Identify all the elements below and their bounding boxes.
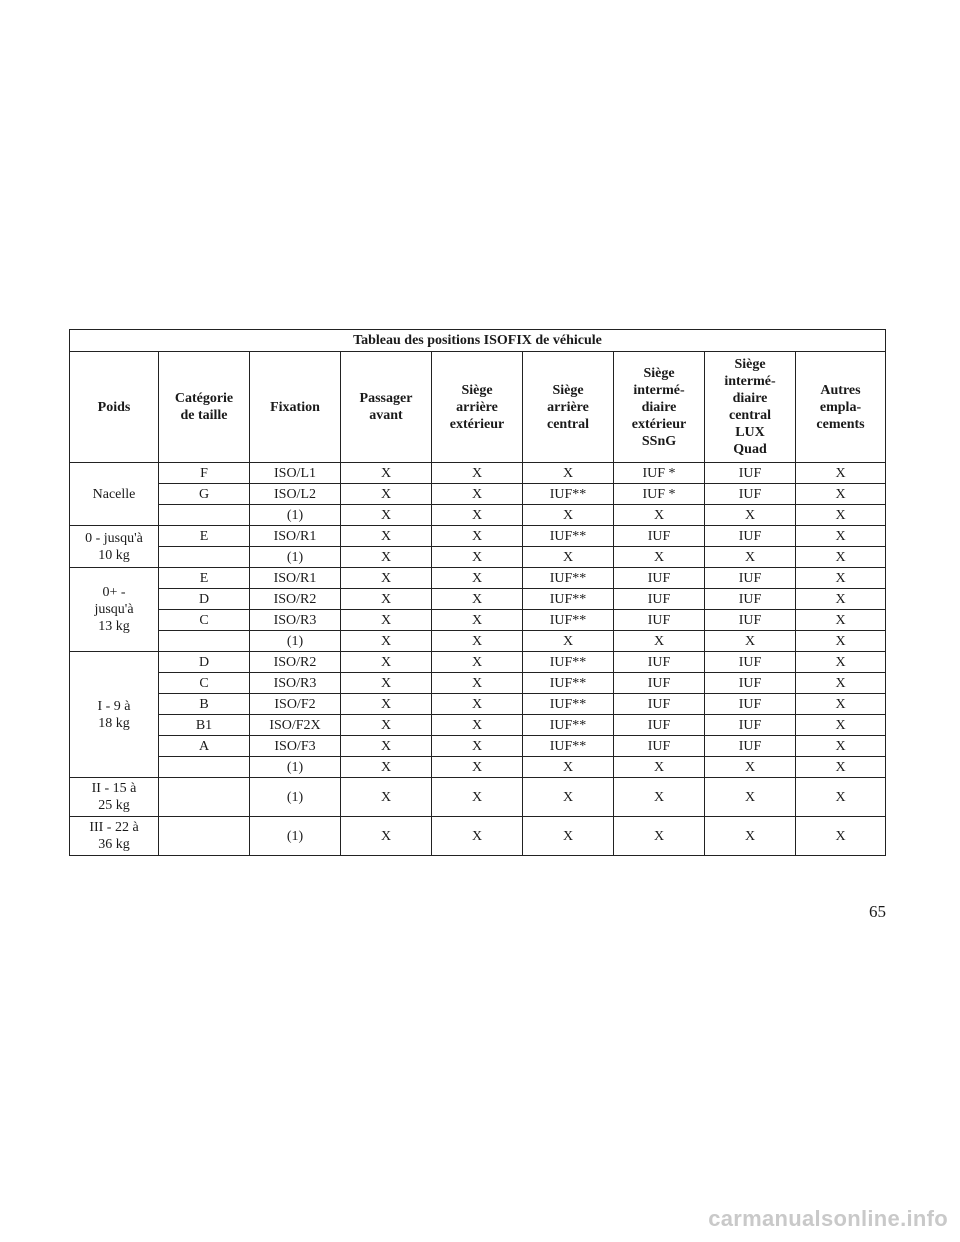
table-cell: X <box>341 631 432 652</box>
table-cell: X <box>796 694 886 715</box>
table-cell: B1 <box>159 715 250 736</box>
table-cell: X <box>796 568 886 589</box>
table-cell: X <box>523 817 614 856</box>
table-cell: X <box>341 736 432 757</box>
table-cell: IUF <box>614 568 705 589</box>
table-cell: X <box>796 778 886 817</box>
table-cell: IUF <box>614 694 705 715</box>
table-row <box>70 484 886 505</box>
table-cell: X <box>341 757 432 778</box>
column-header: Siège intermé- diaire central LUX Quad <box>705 352 796 463</box>
table-row <box>70 757 886 778</box>
table-cell: ISO/R1 <box>250 526 341 547</box>
table-cell: X <box>341 817 432 856</box>
table-cell: X <box>432 817 523 856</box>
table-cell: (1) <box>250 757 341 778</box>
table-cell: E <box>159 526 250 547</box>
table-cell: IUF** <box>523 715 614 736</box>
table-cell: X <box>705 631 796 652</box>
table-cell: IUF <box>705 568 796 589</box>
table-cell: X <box>796 589 886 610</box>
table-body <box>70 463 886 856</box>
table-cell: IUF <box>705 694 796 715</box>
table-cell: X <box>341 526 432 547</box>
table-cell: IUF** <box>523 589 614 610</box>
table-cell: C <box>159 610 250 631</box>
table-cell: X <box>432 652 523 673</box>
table-cell: X <box>432 547 523 568</box>
table-cell: (1) <box>250 778 341 817</box>
table-cell: IUF** <box>523 652 614 673</box>
table-cell: X <box>432 505 523 526</box>
table-cell: G <box>159 484 250 505</box>
table-cell: (1) <box>250 817 341 856</box>
table-row <box>70 505 886 526</box>
table-cell: X <box>341 715 432 736</box>
table-row <box>70 694 886 715</box>
table-cell: X <box>614 631 705 652</box>
table-row <box>70 736 886 757</box>
table-cell <box>159 778 250 817</box>
table-cell: ISO/R3 <box>250 610 341 631</box>
table-cell: IUF <box>705 715 796 736</box>
table-cell: ISO/F2 <box>250 694 341 715</box>
table-row <box>70 817 886 856</box>
table-row <box>70 652 886 673</box>
table-cell: IUF** <box>523 484 614 505</box>
column-header: Siège arrière extérieur <box>432 352 523 463</box>
table-cell: IUF** <box>523 568 614 589</box>
table-cell: IUF <box>705 652 796 673</box>
poids-cell: 0 - jusqu'à 10 kg <box>70 526 159 568</box>
column-header: Fixation <box>250 352 341 463</box>
table-cell: IUF <box>705 484 796 505</box>
table-cell: C <box>159 673 250 694</box>
table-row <box>70 610 886 631</box>
table-cell: X <box>705 505 796 526</box>
table-cell: X <box>432 463 523 484</box>
table-cell: IUF** <box>523 610 614 631</box>
table-cell: X <box>341 652 432 673</box>
table-cell: X <box>432 673 523 694</box>
watermark: carmanualsonline.info <box>708 1206 948 1231</box>
table-cell: IUF** <box>523 673 614 694</box>
table-row <box>70 547 886 568</box>
table-cell: X <box>796 736 886 757</box>
table-cell: X <box>614 547 705 568</box>
table-row <box>70 463 886 484</box>
table-cell: ISO/R2 <box>250 589 341 610</box>
table-cell <box>159 547 250 568</box>
table-cell: X <box>523 757 614 778</box>
table-cell: ISO/F2X <box>250 715 341 736</box>
table-cell: IUF <box>614 673 705 694</box>
table-cell: IUF * <box>614 484 705 505</box>
table-cell: B <box>159 694 250 715</box>
table-cell: X <box>432 778 523 817</box>
column-header: Siège intermé- diaire extérieur SSnG <box>614 352 705 463</box>
table-row <box>70 568 886 589</box>
table-row <box>70 778 886 817</box>
table-row <box>70 715 886 736</box>
table-title-row <box>70 330 886 352</box>
table-cell: X <box>432 631 523 652</box>
table-cell: F <box>159 463 250 484</box>
table-cell: ISO/R1 <box>250 568 341 589</box>
column-header: Autres empla- cements <box>796 352 886 463</box>
table-cell: D <box>159 589 250 610</box>
table-cell: (1) <box>250 505 341 526</box>
table-cell: X <box>705 778 796 817</box>
table-cell: ISO/R2 <box>250 652 341 673</box>
table-cell: X <box>341 505 432 526</box>
table-cell: X <box>523 547 614 568</box>
table-cell: X <box>614 778 705 817</box>
table-cell: X <box>705 547 796 568</box>
table-title: Tableau des positions ISOFIX de véhicule <box>70 330 886 352</box>
table-cell: X <box>523 631 614 652</box>
table-cell: X <box>432 610 523 631</box>
table-cell: X <box>341 484 432 505</box>
table-cell: X <box>432 715 523 736</box>
table-cell: X <box>523 778 614 817</box>
table-cell: ISO/L1 <box>250 463 341 484</box>
table-cell: X <box>432 589 523 610</box>
table-cell: X <box>432 568 523 589</box>
table-cell: X <box>432 736 523 757</box>
table-cell: X <box>341 673 432 694</box>
table-cell: X <box>432 526 523 547</box>
table-cell <box>159 817 250 856</box>
poids-cell: 0+ - jusqu'à 13 kg <box>70 568 159 652</box>
table-cell: X <box>796 526 886 547</box>
table-cell: X <box>523 463 614 484</box>
table-cell: IUF <box>705 736 796 757</box>
table-header-row <box>70 352 886 463</box>
table-cell <box>159 631 250 652</box>
table-cell: X <box>341 610 432 631</box>
table-cell: X <box>341 463 432 484</box>
column-header: Catégorie de taille <box>159 352 250 463</box>
poids-cell: II - 15 à 25 kg <box>70 778 159 817</box>
table-cell: IUF** <box>523 736 614 757</box>
table-cell: ISO/R3 <box>250 673 341 694</box>
table-cell: X <box>341 694 432 715</box>
table-cell: X <box>796 484 886 505</box>
table-row <box>70 589 886 610</box>
table-cell: X <box>796 715 886 736</box>
table-cell: IUF <box>614 715 705 736</box>
table-cell: IUF <box>614 736 705 757</box>
page-number: 65 <box>869 902 886 921</box>
table-cell: X <box>432 484 523 505</box>
table-cell: E <box>159 568 250 589</box>
column-header: Poids <box>70 352 159 463</box>
table-cell: X <box>341 589 432 610</box>
table-cell: X <box>341 778 432 817</box>
table-cell: IUF <box>705 589 796 610</box>
table-cell: IUF** <box>523 694 614 715</box>
table-cell: X <box>614 505 705 526</box>
table-cell: IUF <box>705 526 796 547</box>
table-cell: IUF * <box>614 463 705 484</box>
table-row <box>70 631 886 652</box>
table-cell: X <box>341 568 432 589</box>
table-cell <box>159 505 250 526</box>
table-cell: X <box>705 757 796 778</box>
table-cell: IUF <box>705 673 796 694</box>
table-cell: IUF <box>614 589 705 610</box>
table-row <box>70 526 886 547</box>
table-cell: IUF <box>705 610 796 631</box>
table-cell: X <box>796 610 886 631</box>
table-cell: A <box>159 736 250 757</box>
table-cell: ISO/F3 <box>250 736 341 757</box>
table-cell: X <box>796 505 886 526</box>
table-cell: X <box>796 652 886 673</box>
table-cell: X <box>796 673 886 694</box>
table-cell: X <box>432 694 523 715</box>
table-cell: X <box>523 505 614 526</box>
table-cell: X <box>796 817 886 856</box>
table-cell: IUF** <box>523 526 614 547</box>
table-cell: IUF <box>614 526 705 547</box>
table-cell: ISO/L2 <box>250 484 341 505</box>
table-cell: X <box>614 817 705 856</box>
table-cell: X <box>796 463 886 484</box>
table-cell: X <box>705 817 796 856</box>
table-cell: X <box>796 631 886 652</box>
table-cell: X <box>432 757 523 778</box>
table-cell: IUF <box>614 610 705 631</box>
table-cell: (1) <box>250 547 341 568</box>
poids-cell: I - 9 à 18 kg <box>70 652 159 778</box>
column-header: Passager avant <box>341 352 432 463</box>
table-cell: X <box>796 757 886 778</box>
table-cell: IUF <box>705 463 796 484</box>
table-cell: X <box>796 547 886 568</box>
table-cell: X <box>614 757 705 778</box>
table-row <box>70 673 886 694</box>
table-cell: IUF <box>614 652 705 673</box>
column-header: Siège arrière central <box>523 352 614 463</box>
table-cell: (1) <box>250 631 341 652</box>
table-cell: X <box>341 547 432 568</box>
poids-cell: III - 22 à 36 kg <box>70 817 159 856</box>
table-cell: D <box>159 652 250 673</box>
isofix-table <box>69 329 886 856</box>
poids-cell: Nacelle <box>70 463 159 526</box>
table-cell <box>159 757 250 778</box>
